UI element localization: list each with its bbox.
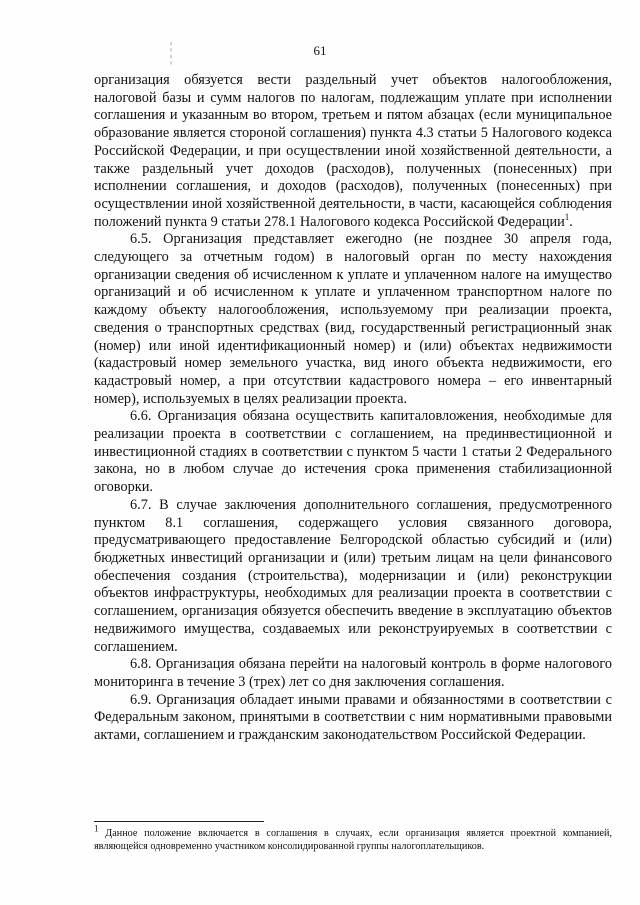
footnote-marker: 1 <box>94 823 99 834</box>
paragraph-6-5: 6.5. Организация представляет ежегодно (не позднее 30 апреля года, следующего за отчетным годом) в налоговый орган по месту нахождения организации сведения об исчисленном к уплате и уплаченном налоге на имущество организаций и об исчисленном к уплате и уплаченном транспортном налоге по каждому объекту налогообложения, используемому при реализации проекта, сведения о транспортных средствах (вид, государственный регистрационный знак (номер) или иной идентификационный номер) и (или) объектах недвижимости (кадастровый номер земельного участка, вид иного объекта недвижимости, его кадастровый номер, а при отсутствии кадастрового номера – его инвентарный номер), используемых в целях реализации проекта. <box>94 231 612 407</box>
footnote <box>94 823 612 853</box>
page-number: 61 <box>313 43 327 58</box>
paragraph-continuation <box>94 72 612 231</box>
paragraph-6-8: 6.8. Организация обязана перейти на налоговый контроль в форме налогового мониторинга в течение 3 (трех) лет со дня заключения соглашения. <box>94 656 612 690</box>
scan-artifact-marks: ¦ ¦ <box>170 41 173 65</box>
footnote-text: Данное положение включается в соглашения в случаях, если организация является проектной компанией, являющейся одновременно участником консолидированной группы налогоплательщиков. <box>94 828 612 852</box>
footnote-reference[interactable]: 1 <box>564 211 570 222</box>
paragraph-6-7: 6.7. В случае заключения дополнительного соглашения, предусмотренного пунктом 8.1 соглашения, содержащего условия связанного договора, предусматривающего предоставление Белгородской областью субсидий и (или) бюджетных инвестиций организации и (или) третьим лицам на цели финансового обеспечения создания (строительства), модернизации и (или) реконструкции объектов инфраструктуры, необходимых для реализации проекта в соответствии с соглашением, организация обязуется обеспечить введение в эксплуатацию объектов недвижимого имущества, создаваемых или реконструируемых в соответствии с соглашением. <box>94 496 612 655</box>
paragraph-end-punctuation: . <box>569 213 573 230</box>
document-body <box>94 72 612 745</box>
footnote-separator <box>94 821 264 822</box>
paragraph-6-9: 6.9. Организация обладает иными правами и обязанностями в соответствии с Федеральным законом, принятыми в соответствии с ним нормативными правовыми актами, соглашением и гражданским законодательством Российской Федерации. <box>94 691 612 744</box>
paragraph-text: организация обязуется вести раздельный учет объектов налогообложения, налоговой базы и сумм налогов по налогам, подлежащим уплате при исполнении соглашения и указанным во втором, третьем и пятом абзацах (если муниципальное образование является стороной соглашения) пункта 4.3 статьи 5 Налогового кодекса Российской Федерации, и при осуществлении иной хозяйственной деятельности, а также раздельный учет доходов (расходов), полученных (понесенных) при исполнении соглашения, и доходов (расходов), полученных (понесенных) при осуществлении иной хозяйственной деятельности, в части, касающейся соблюдения положений пункта 9 статьи 278.1 Налогового кодекса Российской Федерации <box>94 72 612 230</box>
paragraph-6-6: 6.6. Организация обязана осуществить капиталовложения, необходимые для реализации проекта в соответствии с соглашением, на прединвестиционной и инвестиционной стадиях в соответствии с пунктом 5 части 1 статьи 2 Федерального закона, но в любом случае до истечения срока применения стабилизационной оговорки. <box>94 408 612 496</box>
